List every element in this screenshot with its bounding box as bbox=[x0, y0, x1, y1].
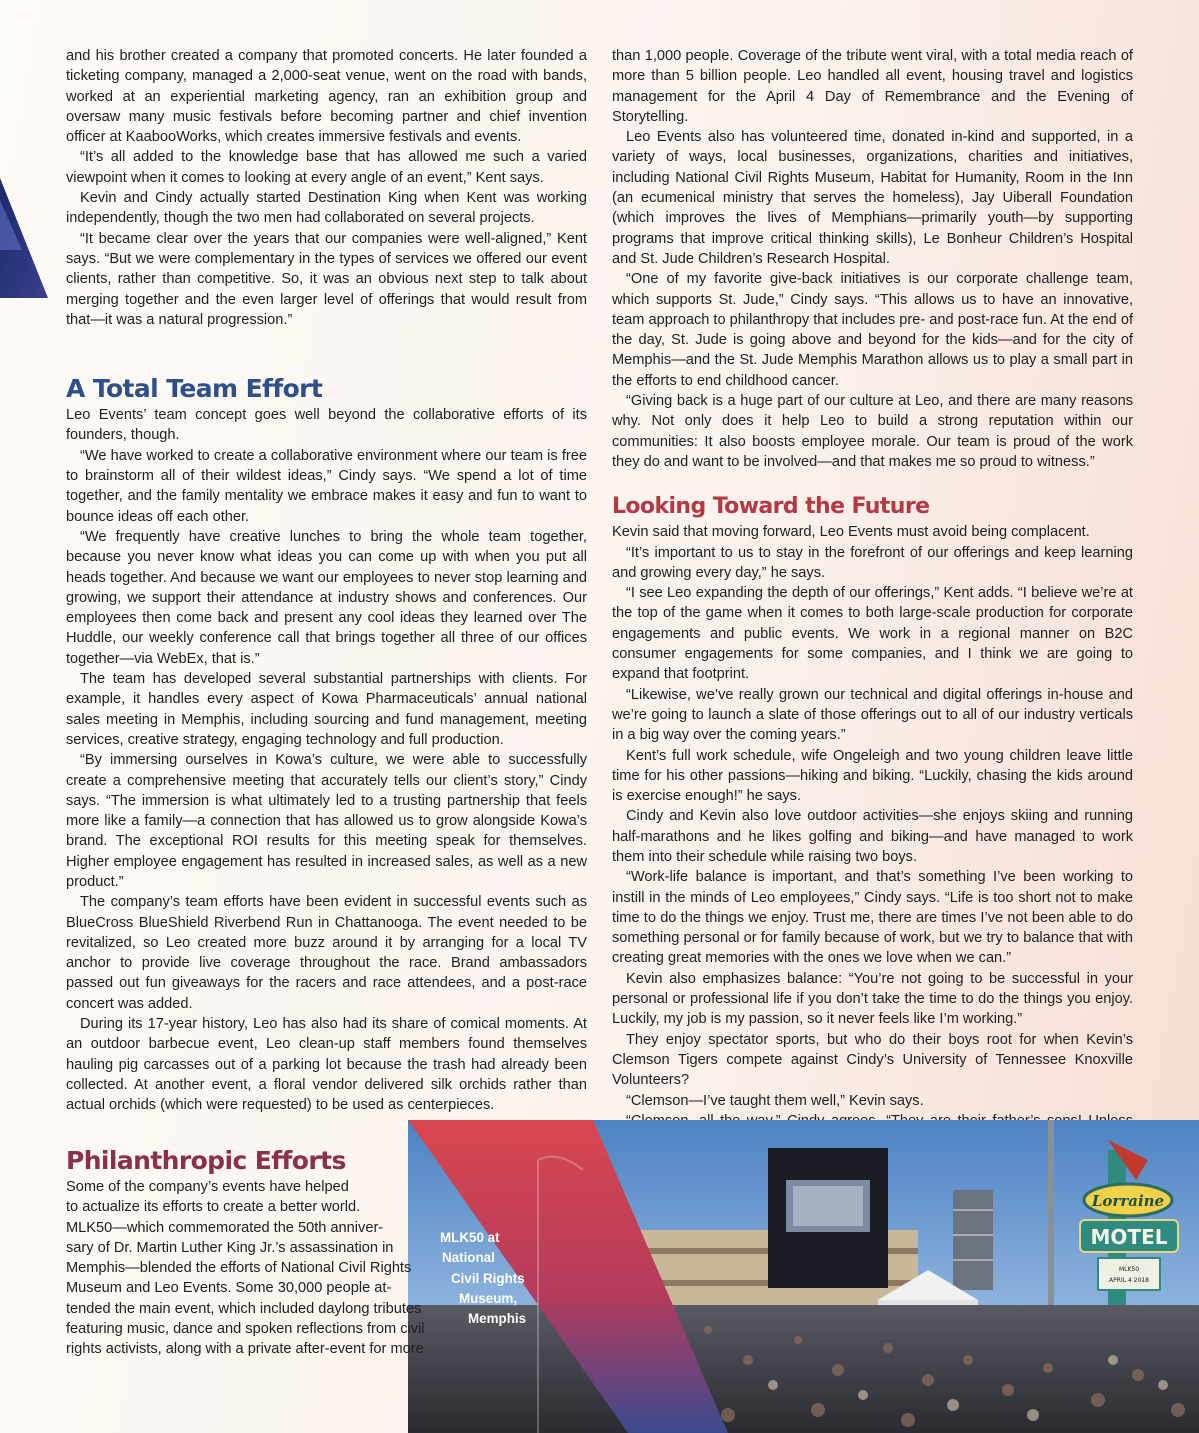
body-paragraph: Cindy and Kevin also love outdoor activities—she enjoys skiing and running half-marathons and he likes golfing and biking—and have managed to work them into their schedule while raising two boys. bbox=[612, 808, 1133, 865]
philanthropy-line: rights activists, along with a private after-event for more bbox=[66, 1341, 424, 1358]
caption-line: Memphis bbox=[468, 1311, 527, 1327]
sign-motel: MOTEL bbox=[1090, 1225, 1168, 1249]
edge-triangle-decoration bbox=[0, 0, 50, 300]
body-paragraph: “It became clear over the years that our companies were well-aligned,” Kent says. “But we were complementary in the types of services we offered our event clients, rather than competitive. So, it was an obvious next step to talk about merging together and the even larger level of offerings that would result from that—it was a natural progression.” bbox=[66, 230, 587, 328]
body-paragraph: “We have worked to create a collaborative environment where our team is free to brainstorm all of their wildest ideas,” Cindy says. “We spend a lot of time together, and the family mentality we embrace makes it easy and fun to want to bounce ideas off each other. bbox=[66, 447, 587, 525]
body-paragraph: During its 17-year history, Leo has also had its share of comical moments. At an outdoor barbecue event, Leo clean-up staff members found themselves hauling pig carcasses out of a parking lot because the trash had already been collected. At another event, a floral vendor delivered silk orchids rather than actual orchids (which were requested) to be used as centerpieces. bbox=[66, 1016, 587, 1114]
philanthropy-line: featuring music, dance and spoken reflections from civil bbox=[66, 1321, 425, 1338]
body-paragraph: “We frequently have creative lunches to bring the whole team together, because you never know what ideas you can come up with when you put all heads together. And because we want our employees to never stop learning and growing, we support their attendance at industry shows and conferences. Our employees then come back and present any cool ideas they learned over The Huddle, our weekly conference call that brings together all three of our offices together—via WebEx, that is.” bbox=[66, 528, 587, 667]
philanthropy-section bbox=[66, 1145, 444, 1360]
photo-caption bbox=[440, 1228, 600, 1329]
body-paragraph: and his brother created a company that promoted concerts. He later founded a ticketing company, managed a 2,000-seat venue, went on the road with bands, worked at an experiential marketing agency, ran an exhibition group and oversaw many music festivals before becoming partner and chief invention officer at KaabooWorks, which creates immersive festivals and events. bbox=[66, 48, 587, 146]
body-paragraph: The company’s team efforts have been evident in successful events such as BlueCross BlueShield Riverbend Run in Chattanooga. The event needed to be revitalized, so Leo created more buzz around it by arranging for a local TV anchor to provide live coverage throughout the race. Brand ambassadors passed out fun giveaways for the racers and race attendees, and a post-race concert was added. bbox=[66, 894, 587, 1012]
philanthropy-line: sary of Dr. Martin Luther King Jr.’s assassination in bbox=[66, 1239, 394, 1256]
body-paragraph: than 1,000 people. Coverage of the tribute went viral, with a total media reach of more than 5 billion people. Leo handled all event, housing travel and logistics management for the April 4 Day of Remembrance and the Evening of Storytelling. bbox=[612, 48, 1133, 125]
body-paragraph: “Giving back is a huge part of our culture at Leo, and there are many reasons why. Not only does it help Leo to build a strong reputation within our communities: It also boosts employee morale. Our team is proud of the work they do and want to be involved—and that makes me so proud to witness.” bbox=[612, 393, 1133, 470]
body-paragraph: “By immersing ourselves in Kowa’s culture, we were able to successfully create a comprehensive meeting that accurately tells our client’s story,” Cindy says. “The immersion is what ultimately led to a trusting partnership that feels more like a family—a connection that has allowed us to grow alongside Kowa’s brand. The exceptional ROI results for this meeting speak for themselves. Higher employee engagement has resulted in increased sales, as well as a new product.” bbox=[66, 752, 587, 890]
philanthropy-line: to actualize its efforts to create a better world. bbox=[66, 1199, 361, 1216]
body-paragraph: Kevin also emphasizes balance: “You’re not going to be successful in your personal or professional life if you don’t take the time to do the things you enjoy. Luckily, my job is my passion, so it never feels like I’m working.” bbox=[612, 970, 1133, 1028]
body-paragraph: “It’s all added to the knowledge base that has allowed me such a varied viewpoint when it comes to looking at every angle of an event,” Kent says. bbox=[66, 149, 587, 186]
philanthropy-line: MLK50—which commemorated the 50th anniver- bbox=[66, 1219, 384, 1236]
body-paragraph: They enjoy spectator sports, but who do their boys root for when Kevin’s Clemson Tigers compete against Cindy’s University of Tennessee Knoxville Volunteers? bbox=[612, 1031, 1133, 1089]
philanthropy-line: Memphis—blended the efforts of National Civil Rights bbox=[66, 1260, 412, 1277]
left-column bbox=[66, 46, 587, 1116]
body-paragraph: The team has developed several substantial partnerships with clients. For example, it handles every aspect of Kowa Pharmaceuticals’ annual national sales meeting in Memphis, including sourcing and fund management, meeting services, creative strategy, engaging technology and full production. bbox=[66, 671, 587, 748]
body-paragraph: “One of my favorite give-back initiatives is our corporate challenge team, which supports St. Jude,” Cindy says. “This allows us to have an innovative, team approach to philanthropy that includes pre- and post-race fun. At the end of the day, St. Jude is going above and beyond for the kids—and for the city of Memphis—and the St. Jude Memphis Marathon allows us to play a small part in the efforts to end childhood cancer. bbox=[612, 271, 1133, 389]
body-paragraph: Leo Events’ team concept goes well beyond the collaborative efforts of its founders, though. bbox=[66, 407, 587, 444]
caption-line: Civil Rights bbox=[451, 1270, 525, 1286]
philanthropy-line: Museum and Leo Events. Some 30,000 people at- bbox=[66, 1280, 392, 1297]
marquee-line-1: MLK50 bbox=[1118, 1266, 1140, 1273]
body-paragraph: “I see Leo expanding the depth of our offerings,” Kent adds. “I believe we’re at the top of the game when it comes to both large-scale production for corporate engagements and public events. We work in a regional manner on B2C consumer engagements for some companies, and I think we are going to expand that footprint. bbox=[612, 585, 1133, 683]
body-paragraph: Kent’s full work schedule, wife Ongeleigh and two young children leave little time for his other passions—hiking and biking. “Luckily, chasing the kids around is exercise enough!” he says. bbox=[612, 747, 1133, 805]
body-paragraph: “It’s important to us to stay in the forefront of our offerings and keep learning and growing every day,” he says. bbox=[612, 544, 1133, 581]
marquee-line-2: APRIL 4 2018 bbox=[1109, 1277, 1149, 1284]
caption-line: MLK50 at bbox=[440, 1230, 500, 1245]
philanthropy-line: tended the main event, which included daylong tributes bbox=[66, 1300, 422, 1317]
caption-line: Museum, bbox=[459, 1290, 518, 1306]
philanthropy-line: Some of the company’s events have helped bbox=[66, 1179, 349, 1195]
body-paragraph: “Likewise, we’ve really grown our technical and digital offerings in-house and we’re going to launch a slate of those offerings out to all of our industry verticals in a big way over the coming years.” bbox=[612, 686, 1133, 744]
body-paragraph: Leo Events also has volunteered time, donated in-kind and supported, in a variety of ways, local businesses, organizations, charities and initiatives, including National Civil Rights Museum, Habitat for Humanity, Room in the Inn (an ecumenical ministry that serves the homeless), Jay Uiberall Foundation (which improves the lives of Memphians—primarily youth—by supporting programs that improve critical thinking skills), Le Bonheur Children’s Hospital and St. Jude Children’s Research Hospital. bbox=[612, 129, 1133, 267]
body-paragraph: “Clemson—I’ve taught them well,” Kevin says. bbox=[626, 1092, 924, 1109]
caption-line: National bbox=[442, 1250, 495, 1266]
right-column bbox=[612, 46, 1133, 1151]
body-paragraph: Kevin and Cindy actually started Destination King when Kent was working independently, though the two men had collaborated on several projects. bbox=[66, 190, 587, 227]
heading-looking-toward-future: Looking Toward the Future bbox=[612, 494, 930, 520]
body-paragraph: “Work-life balance is important, and that’s something I’ve been working to instill in the minds of Leo employees,” Cindy says. “Life is too short not to make time to do the things we enjoy. Trust me, there are times I’ve not been able to do something personal or for family because of work, but we try to balance that with creating great memories with the ones we love when we can.” bbox=[612, 869, 1133, 967]
sign-lorraine: Lorraine bbox=[1091, 1192, 1165, 1210]
heading-philanthropic-efforts: Philanthropic Efforts bbox=[66, 1146, 346, 1175]
body-paragraph: Kevin said that moving forward, Leo Events must avoid being complacent. bbox=[612, 524, 1090, 541]
heading-total-team-effort: A Total Team Effort bbox=[66, 374, 323, 404]
